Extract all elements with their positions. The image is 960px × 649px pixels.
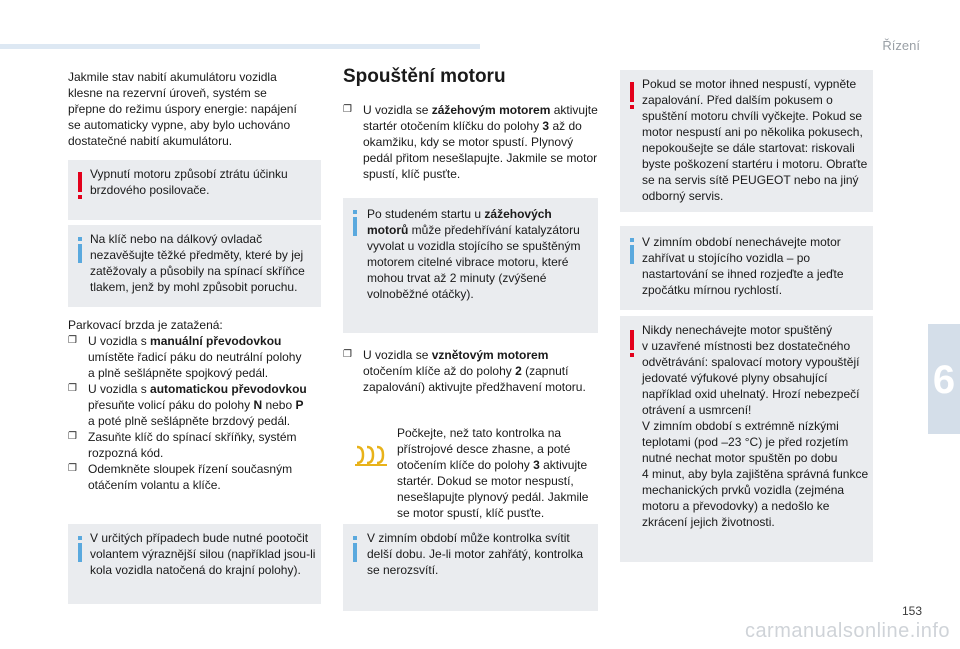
intro-line: se automaticky vypne, aby bylo uchováno xyxy=(68,118,291,132)
bullet-item: ❐ U vozidla s manuální převodovkou umístěte řadicí páku do neutrální polohy a plně sešlápněte spojkový pedál. xyxy=(68,334,302,380)
intro-line: dostatečné nabití akumulátoru. xyxy=(68,134,233,148)
info-text: tlakem, jenž by mohl způsobit poruchu. xyxy=(90,280,298,294)
bullet-arrow-icon: ❐ xyxy=(68,463,77,474)
warning-box: Nikdy nenechávejte motor spuštěný v uzavřené místnosti bez dostatečného odvětrávání: spalovací motory vypouštějí jedovaté výfukové plyny obsahující například oxid uhelnatý. Hrozí nebezpečí otrávení a usmrcení! V zimním období s extrémně nízkými teplotami (pod –23 °C) je před rozjetím nutné nechat motor spuštěn po dobu 4 minut, aby byla zajištěna správná funkce mechanických prvků vozidla (zejména motoru a převodovky) a nedošlo ke zkrácení jejich životnosti. xyxy=(620,316,873,562)
parking-brake-title: Parkovací brzda je zatažená: xyxy=(68,318,223,332)
bullet-arrow-icon: ❐ xyxy=(343,349,352,360)
info-text: kola vozidla natočená do krajní polohy). xyxy=(90,563,301,577)
warning-text: Vypnutí motoru způsobí ztrátu účinku xyxy=(90,167,288,181)
warning-box: Pokud se motor ihned nespustí, vypněte zapalování. Před dalším pokusem o spuštění motoru chvíli vyčkejte. Pokud se motor nespustí ani po několika pokusech, nepokoušejte se dále startovat: riskovali byste poškození startéru i motoru. Obraťte se na servis sítě PEUGEOT nebo na jiný odborný servis. xyxy=(620,70,873,212)
bullet-item: ❐ Zasuňte klíč do spínací skříňky, systém rozpozná kód. xyxy=(68,430,297,460)
glow-plug-note: Počkejte, než tato kontrolka na přístrojové desce zhasne, a poté otočením klíče do polohy 3 aktivujte startér. Dokud se motor nespustí, nesešlapujte plynový pedál. Jakmile se motor spustí, klíč pusťte. xyxy=(343,415,613,525)
info-text: Na klíč nebo na dálkový ovladač xyxy=(90,232,263,246)
info-box: Po studeném startu u zážehových motorů může předehřívání katalyzátoru vyvolat u vozidla stojícího se spuštěným motorem citelné vibrace motoru, které mohou trvat až 2 minuty (zvýšené volnoběžné otáčky). xyxy=(343,198,598,333)
page-number: 153 xyxy=(901,604,922,618)
warning-box xyxy=(68,160,321,220)
section-heading: Spouštění motoru xyxy=(343,66,506,87)
info-box xyxy=(343,524,598,611)
bullet-item: ❐ U vozidla se vznětovým motorem otočením klíče až do polohy 2 (zapnutí zapalování) aktivujte předžhavení motoru. xyxy=(343,348,586,394)
section-title: Řízení xyxy=(882,38,920,53)
bullet-arrow-icon: ❐ xyxy=(68,335,77,346)
glow-plug-icon xyxy=(353,445,393,467)
info-text: volantem výraznější silou (například jsou-li xyxy=(90,547,316,561)
info-text: se nerozsvítí. xyxy=(367,563,439,577)
chapter-tab xyxy=(928,324,960,434)
info-text: V určitých případech bude nutné pootočit xyxy=(90,531,309,545)
info-text: delší dobu. Je-li motor zahřátý, kontrolka xyxy=(367,547,584,561)
intro-line: Jakmile stav nabití akumulátoru vozidla xyxy=(68,70,277,84)
info-text: nezavěšujte těžké předměty, které by jej xyxy=(90,248,304,262)
bullet-arrow-icon: ❐ xyxy=(68,431,77,442)
info-box xyxy=(68,524,321,604)
chapter-number: 6 xyxy=(932,358,956,402)
info-text: zatěžovaly a působily na spínací skříňce xyxy=(90,264,305,278)
bullet-arrow-icon: ❐ xyxy=(343,104,352,115)
bullet-arrow-icon: ❐ xyxy=(68,383,77,394)
watermark: carmanualsonline.info xyxy=(744,620,950,642)
header-bar xyxy=(0,44,480,49)
info-box xyxy=(68,225,321,307)
intro-line: klesne na rezervní úroveň, systém se xyxy=(68,86,267,100)
bullet-item: ❐ U vozidla se zážehovým motorem aktivujte startér otočením klíčku do polohy 3 až do okamžiku, kdy se motor spustí. Plynový pedál přitom nesešlapujte. Jakmile se motor spustí, klíč pusťte. xyxy=(343,103,598,181)
info-box: V zimním období nenechávejte motor zahřívat u stojícího vozidla – po nastartování se ihned rozjeďte a jeďte zpočátku mírnou rychlostí. xyxy=(620,226,873,310)
bullet-item: ❐ Odemkněte sloupek řízení současným otáčením volantu a klíče. xyxy=(68,462,293,492)
info-text: V zimním období může kontrolka svítit xyxy=(367,531,570,545)
bullet-item: ❐ U vozidla s automatickou převodovkou přesuňte volicí páku do polohy N nebo P a poté plně sešlápněte brzdový pedál. xyxy=(68,382,307,428)
intro-line: přepne do režimu úspory energie: napájení xyxy=(68,102,297,116)
warning-text: brzdového posilovače. xyxy=(90,183,210,197)
